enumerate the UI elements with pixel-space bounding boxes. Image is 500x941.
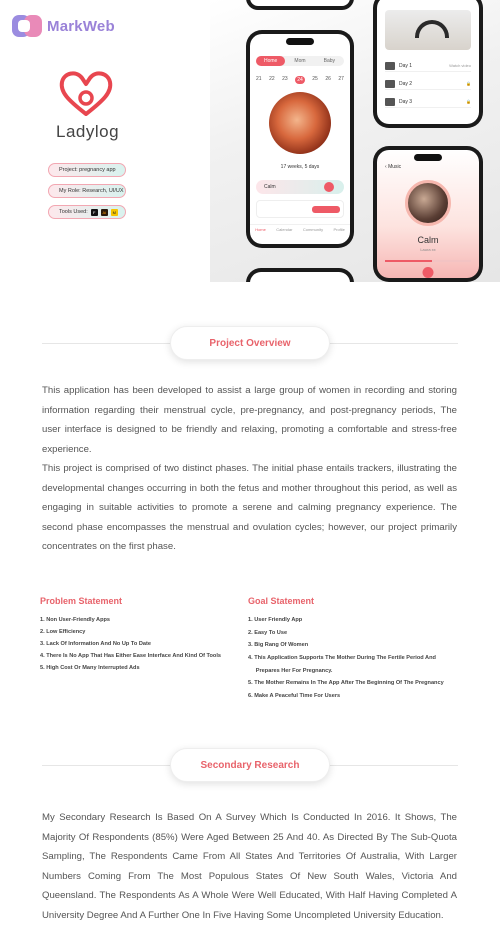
music-header	[385, 164, 401, 170]
list-item: 1. Non User-Friendly Apps	[40, 617, 111, 623]
list-item: 4. There Is No App That Has Either Ease Interface And Kind Of Tools	[40, 653, 221, 659]
watch-video-link[interactable]: Watch video	[449, 63, 471, 68]
overview-paragraph-1: This application has been developed to assist a large group of women in recording and storing information regarding their menstrual cycle, pre-pregnancy, and post-pregnancy periods, The user interface is designed to be friendly and relaxing, promoting a comfortable and stress-free experience.	[42, 385, 457, 455]
tabbar-profile[interactable]: Profile	[333, 227, 345, 232]
day-item[interactable]: 26	[325, 76, 331, 82]
day-strip	[256, 76, 344, 84]
home-segment-control	[256, 56, 344, 66]
brand-logo[interactable]	[12, 12, 115, 40]
app-name: Ladylog	[56, 122, 120, 141]
yoga-video-thumbnail[interactable]	[385, 10, 471, 50]
tab-baby[interactable]: Baby	[323, 58, 336, 64]
tab-home[interactable]: Home	[256, 56, 285, 66]
day-item[interactable]: 22	[269, 76, 275, 82]
list-item: 2. Easy To Use	[248, 629, 288, 636]
tabbar-calendar[interactable]: Calendar	[276, 227, 293, 232]
list-item: Prepares Her For Pregnancy.	[248, 667, 333, 674]
mini-player-title: Calm	[264, 184, 276, 190]
tip-card-button[interactable]	[312, 206, 340, 213]
phone-mockup-exercise	[373, 0, 483, 128]
project-overview-header	[0, 326, 500, 360]
list-item: 1. User Friendly App	[248, 617, 303, 623]
day-row[interactable]	[385, 78, 471, 90]
play-button[interactable]	[324, 182, 334, 192]
tag-tools-text: Tools Used:	[59, 209, 88, 215]
lock-icon: 🔒	[466, 99, 471, 104]
research-paragraph: My Secondary Research Is Based On A Survey Which Is Conducted In 2016. It Shows, The Majority Of Respondents (85%) Were Aged Between 25 And 40. As Directed By The Sub-Quota Sampling, The Respondents Came From All States And Territories Of Australia, With Larger Numbers Coming From The Most Populous States Of New South Wales, Victoria And Queensland. The Respondents As A Whole Were Well Educated, With Half Having Completed A University Degree And A Further One In Five Having Some Uncompleted University Education.	[42, 812, 457, 921]
lock-icon: 🔒	[466, 81, 471, 86]
phone-mockup-bottom	[246, 268, 354, 282]
phone-mockup-music	[373, 146, 483, 282]
pregnancy-weeks-label: 17 weeks, 5 days	[280, 164, 320, 170]
markweb-logo-icon	[12, 12, 44, 40]
project-overview-title: Project Overview	[170, 326, 330, 360]
day-item[interactable]: 25	[312, 76, 318, 82]
track-title: Calm	[417, 235, 439, 245]
hero-banner	[0, 0, 500, 282]
day-item-selected[interactable]: 24	[297, 77, 303, 83]
figma-icon: F	[91, 209, 98, 216]
tab-mom[interactable]: Mom	[294, 58, 306, 64]
music-screen	[377, 150, 479, 278]
list-item: 4. This Application Supports The Mother During The Fertile Period And	[248, 655, 436, 662]
goal-list	[248, 617, 444, 706]
day-item[interactable]: 21	[256, 76, 262, 82]
back-chevron-icon[interactable]: ‹	[385, 164, 387, 170]
phone-mockup-home	[246, 30, 354, 248]
tabbar-home[interactable]: Home	[255, 227, 266, 232]
phone-mockup-top	[246, 0, 354, 10]
exercise-screen	[377, 0, 479, 124]
tag-project-text: Project: pregnancy app	[59, 167, 116, 173]
tag-role	[48, 184, 126, 198]
ladylog-heart-logo-icon	[58, 70, 114, 118]
mini-music-player[interactable]	[256, 180, 344, 194]
list-item: 6. Make A Peaceful Time For Users	[248, 693, 341, 700]
music-header-text: Music	[388, 164, 402, 170]
track-artist: Laura xx	[420, 247, 436, 252]
list-item: 3. Lack Of Information And No Up To Date	[40, 641, 151, 647]
day-row[interactable]	[385, 96, 471, 108]
mother-baby-avatar	[405, 180, 451, 226]
list-item: 3. Big Rang Of Women	[248, 642, 309, 649]
day-row-label: Day 2	[399, 80, 413, 87]
home-screen	[250, 34, 350, 244]
day-thumbnail-icon	[385, 80, 395, 88]
track-progress-slider[interactable]	[385, 260, 471, 262]
list-item: 5. The Mother Remains In The App After The Beginning Of The Pregnancy	[248, 680, 444, 687]
overview-paragraph-2: This project is comprised of two distinct phases. The initial phase entails trackers, illustrating the developmental changes occurring in both the fetus and mother throughout this period, as well as engaging in suitable activities to promote a serene and calming pregnancy experience. The second phase encompasses the menstrual and ovulation cycles; however, our project primarily concentrates on the first phase.	[42, 463, 457, 552]
goal-statement-title: Goal Statement	[248, 596, 315, 606]
secondary-research-title: Secondary Research	[170, 748, 330, 782]
illustrator-icon: Ai	[102, 209, 107, 215]
list-item: 2. Low Efficiency	[40, 629, 86, 635]
embryo-illustration	[269, 92, 331, 154]
day-thumbnail-icon	[385, 98, 395, 106]
tag-tools	[48, 205, 126, 219]
tag-project	[48, 163, 126, 177]
day-row-label: Day 3	[399, 98, 413, 105]
day-thumbnail-icon	[385, 62, 395, 70]
tip-card	[256, 200, 344, 218]
miro-icon: M	[112, 209, 116, 215]
tabbar-community[interactable]: Community	[302, 227, 324, 232]
pause-button[interactable]	[423, 267, 434, 278]
bottom-tabbar	[250, 224, 350, 240]
list-item: 5. High Cost Or Many Interrupted Ads	[40, 665, 140, 671]
day-item[interactable]: 27	[338, 76, 344, 82]
day-row-label: Day 1	[399, 62, 413, 69]
problem-list	[40, 617, 221, 677]
secondary-research-header	[0, 748, 500, 782]
day-row[interactable]	[385, 60, 471, 72]
problem-statement-title: Problem Statement	[40, 596, 123, 606]
day-item[interactable]: 23	[282, 76, 288, 82]
brand-name: MarkWeb	[47, 17, 115, 35]
tag-role-text: My Role: Research, UI/UX	[59, 188, 124, 194]
